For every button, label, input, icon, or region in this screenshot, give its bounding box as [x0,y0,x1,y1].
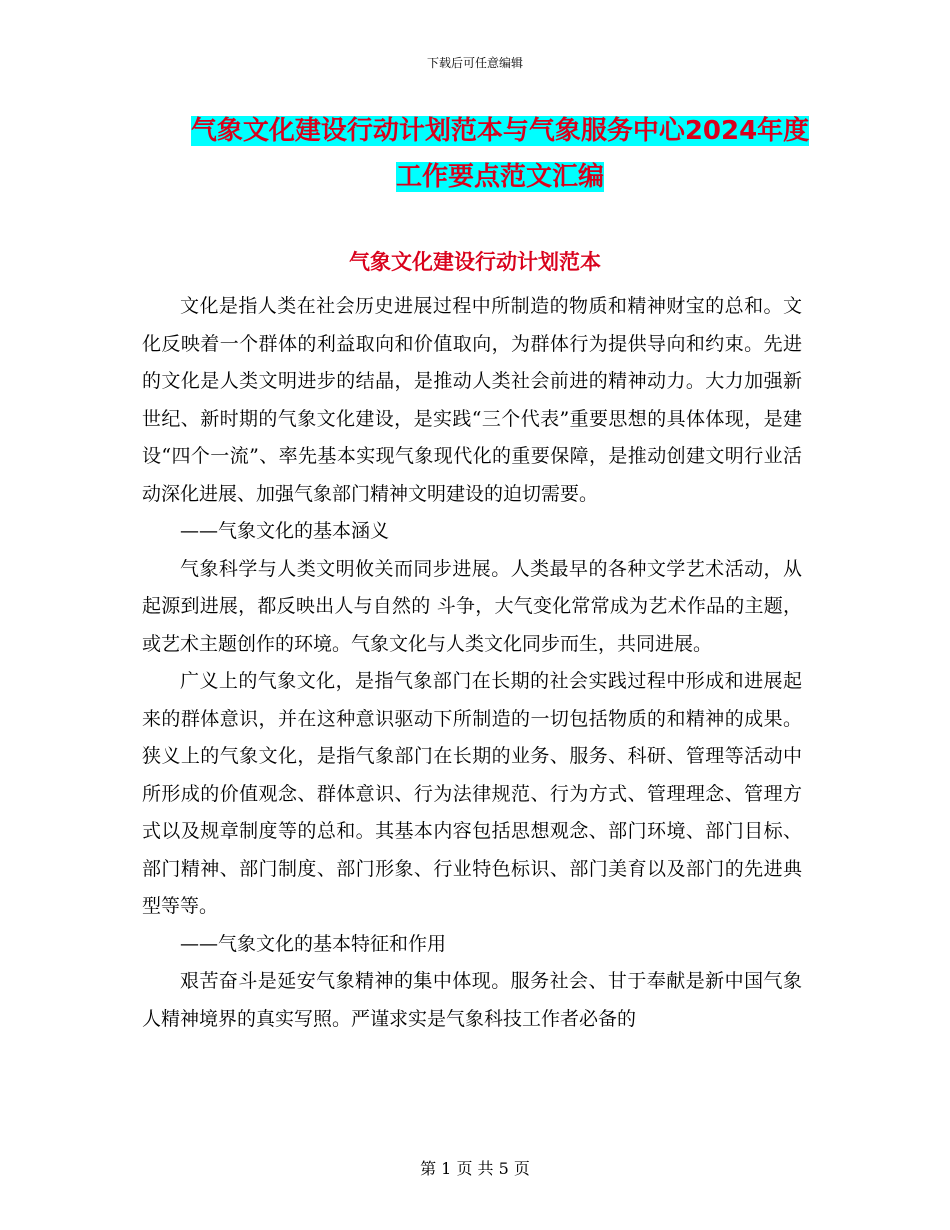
document-title [120,108,880,200]
page-header-note: 下载后可任意编辑 [426,56,523,70]
document-title-line-1: 气象文化建设行动计划范本与气象服务中心2024年度 [190,116,810,146]
paragraph: 艰苦奋斗是延安气象精神的集中体现。服务社会、甘于奉献是新中国气象人精神境界的真实写照。严谨求实是气象科技工作者必备的 [142,970,802,1030]
subheading: ——气象文化的基本涵义 [180,520,390,542]
subheading: ——气象文化的基本特征和作用 [180,932,447,955]
body-text [142,288,802,1038]
paragraph: 广义上的气象文化，是指气象部门在长期的社会实践过程中形成和进展起来的群体意识，并在这种意识驱动下所制造的一切包括物质的和精神的成果。狭义上的气象文化，是指气象部门在长期的业务、服务、科研、管理等活动中所形成的价值观念、群体意识、行为法律规范、行为方式、管理理念、管理方式以及规章制度等的总和。其基本内容包括思想观念、部门环境、部门目标、部门精神、部门制度、部门形象、行业特色标识、部门美育以及部门的先进典型等等。 [142,670,802,917]
paragraph: 文化是指人类在社会历史进展过程中所制造的物质和精神财宝的总和。文化反映着一个群体的利益取向和价值取向，为群体行为提供导向和约束。先进的文化是人类文明进步的结晶，是推动人类社会前进的精神动力。大力加强新世纪、新时期的气象文化建设，是实践“三个代表”重要思想的具体体现，是建设“四个一流”、率先基本实现气象现代化的重要保障，是推动创建文明行业活动深化进展、加强气象部门精神文明建设的迫切需要。 [142,295,802,505]
section-title: 气象文化建设行动计划范本 [349,250,601,274]
page-number-footer: 第 1 页 共 5 页 [420,1159,530,1178]
document-title-line-2: 工作要点范文汇编 [395,162,604,192]
paragraph: 气象科学与人类文明攸关而同步进展。人类最早的各种文学艺术活动，从起源到进展，都反映出人与自然的 斗争，大气变化常常成为艺术作品的主题，或艺术主题创作的环境。气象文化与人类文化同步而生，共同进展。 [142,557,802,655]
